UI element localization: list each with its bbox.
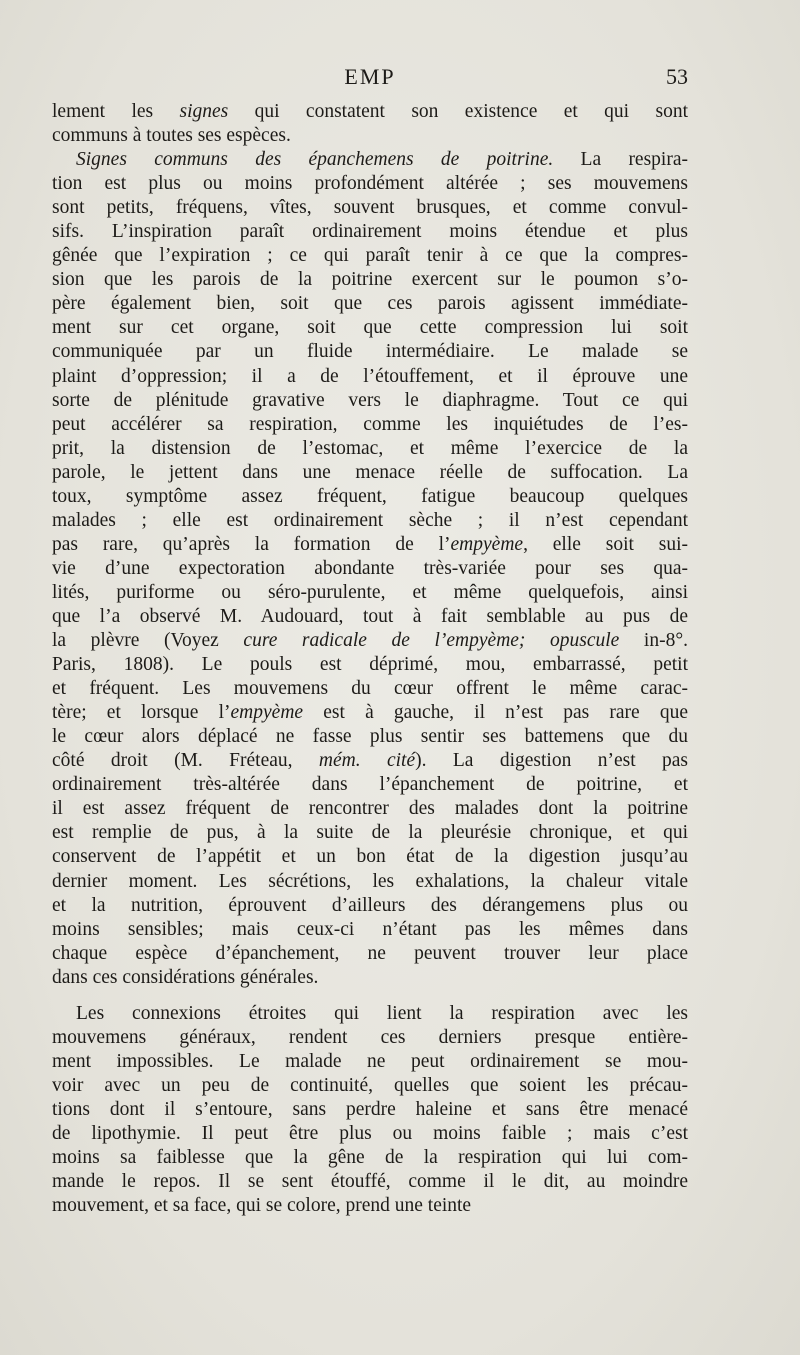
text-run: lités, puriforme ou séro-purulente, et même quelquefois, ainsi xyxy=(52,581,688,603)
text-run: qui constatent son existence et qui sont xyxy=(228,101,688,122)
text-run: plaint d’oppression; il a de l’étouffement, et il éprouve une xyxy=(52,365,688,387)
text-line xyxy=(52,1146,688,1170)
text-line xyxy=(52,773,688,797)
text-run: dans ces considérations générales. xyxy=(52,966,319,988)
text-run: vie d’une expectoration abondante très-variée pour ses qua- xyxy=(52,557,688,579)
italic-text: Signes communs des épanchemens de poitrine. xyxy=(76,149,554,171)
text-run: Paris, 1808). Le pouls est déprimé, mou, embarrassé, petit xyxy=(52,654,688,676)
text-run: tère; et lorsque l’ xyxy=(52,702,231,724)
text-line xyxy=(52,1026,688,1050)
text-line xyxy=(52,1194,688,1218)
text-line xyxy=(52,1098,688,1122)
page-header xyxy=(52,64,688,94)
text-line xyxy=(52,677,688,701)
text-run: conservent de l’appétit et un bon état de la digestion jusqu’au xyxy=(52,846,688,868)
text-line xyxy=(52,845,688,869)
text-line xyxy=(52,220,688,244)
italic-text: empyème xyxy=(450,533,524,555)
italic-text: signes xyxy=(179,101,229,122)
text-run: ment sur cet organe, soit que cette compression lui soit xyxy=(52,317,688,339)
text-line xyxy=(52,124,688,148)
text-run: et la nutrition, éprouvent d’ailleurs des dérangemens plus ou xyxy=(52,894,688,916)
text-line xyxy=(52,1050,688,1074)
text-run: La respira- xyxy=(553,149,688,171)
text-line xyxy=(52,413,688,437)
text-line xyxy=(52,461,688,485)
text-line xyxy=(52,389,688,413)
text-run: le cœur alors déplacé ne fasse plus sentir ses battemens que du xyxy=(52,726,688,748)
text-run: il est assez fréquent de rencontrer des malades dont la poitrine xyxy=(52,798,688,820)
text-line xyxy=(52,581,688,605)
text-run: ordinairement très-altérée dans l’épanchement de poitrine, et xyxy=(52,774,688,796)
text-run: est remplie de pus, à la suite de la pleurésie chronique, et qui xyxy=(52,822,688,844)
text-run: communs à toutes ses espèces. xyxy=(52,125,291,147)
body-text xyxy=(52,100,688,1218)
text-run: mouvement, et sa face, qui se colore, prend une teinte xyxy=(52,1195,472,1217)
text-line xyxy=(52,365,688,389)
text-run: ment impossibles. Le malade ne peut ordinairement se mou- xyxy=(52,1050,688,1072)
text-run: moins sensibles; mais ceux-ci n’étant pas les mêmes dans xyxy=(52,918,688,940)
text-run: in-8°. xyxy=(619,630,688,652)
text-run: que l’a observé M. Audouard, tout à fait semblable au pus de xyxy=(52,605,688,627)
text-run: pas rare, qu’après la formation de l’ xyxy=(52,533,451,555)
text-line xyxy=(52,172,688,196)
text-line xyxy=(52,629,688,653)
text-line xyxy=(52,966,688,990)
italic-text: empyème xyxy=(230,702,304,724)
text-run: mande le repos. Il se sent étouffé, comme il le dit, au moindre xyxy=(52,1171,688,1193)
text-run: parole, le jettent dans une menace réelle de suffocation. La xyxy=(52,461,688,483)
text-run: dernier moment. Les sécrétions, les exhalations, la chaleur vitale xyxy=(52,870,688,892)
text-run: tion est plus ou moins profondément altérée ; ses mouvemens xyxy=(52,173,688,195)
text-line xyxy=(52,653,688,677)
text-run: malades ; elle est ordinairement sèche ; il n’est cependant xyxy=(52,509,688,531)
text-run: est à gauche, il n’est pas rare que xyxy=(303,702,689,724)
text-line xyxy=(52,821,688,845)
text-line xyxy=(52,340,688,364)
paragraph-gap xyxy=(52,990,688,1002)
paragraph xyxy=(52,1002,688,1218)
text-run: moins sa faiblesse que la gêne de la respiration qui lui com- xyxy=(52,1147,688,1169)
text-run: père également bien, soit que ces parois agissent immédiate- xyxy=(52,293,688,315)
text-run: la plèvre (Voyez xyxy=(52,630,244,652)
page-number: 53 xyxy=(666,64,688,89)
text-line xyxy=(52,316,688,340)
text-line xyxy=(52,292,688,316)
text-line xyxy=(52,725,688,749)
text-run: peut accélérer sa respiration, comme les inquiétudes de l’es- xyxy=(52,413,688,435)
paragraph xyxy=(52,148,688,990)
text-run: prit, la distension de l’estomac, et même l’exercice de la xyxy=(52,437,688,459)
text-line xyxy=(52,1002,688,1026)
text-line xyxy=(52,148,688,172)
text-line xyxy=(52,797,688,821)
italic-text: cure radicale de l’empyème; opuscule xyxy=(243,630,620,652)
text-run: communiquée par un fluide intermédiaire. Le malade se xyxy=(52,341,688,363)
text-run: sorte de plénitude gravative vers le diaphragme. Tout ce qui xyxy=(52,389,688,411)
text-line xyxy=(52,244,688,268)
text-line xyxy=(52,533,688,557)
text-line xyxy=(52,100,688,124)
italic-text: mém. cité xyxy=(318,750,416,772)
text-run: gênée que l’expiration ; ce qui paraît tenir à ce que la compres- xyxy=(52,245,688,267)
text-line xyxy=(52,1074,688,1098)
text-run: côté droit (M. Fréteau, xyxy=(52,750,319,772)
text-run: de lipothymie. Il peut être plus ou moins faible ; mais c’est xyxy=(52,1122,688,1144)
text-line xyxy=(52,268,688,292)
text-run: , elle soit sui- xyxy=(523,533,688,555)
text-line xyxy=(52,1122,688,1146)
text-run: sont petits, fréquens, vîtes, souvent brusques, et comme convul- xyxy=(52,197,688,219)
text-line xyxy=(52,1170,688,1194)
text-line xyxy=(52,437,688,461)
text-run: toux, symptôme assez fréquent, fatigue beaucoup quelques xyxy=(52,485,688,507)
text-line xyxy=(52,605,688,629)
text-line xyxy=(52,870,688,894)
text-run: mouvemens généraux, rendent ces derniers presque entière- xyxy=(52,1026,688,1048)
text-line xyxy=(52,557,688,581)
text-line xyxy=(52,196,688,220)
text-line xyxy=(52,749,688,773)
text-line xyxy=(52,918,688,942)
text-run: voir avec un peu de continuité, quelles que soient les précau- xyxy=(52,1074,688,1096)
text-run: ). La digestion n’est pas xyxy=(415,750,688,772)
text-run: lement les xyxy=(52,101,180,122)
text-line xyxy=(52,942,688,966)
text-run: tions dont il s’entoure, sans perdre haleine et sans être menacé xyxy=(52,1098,688,1120)
text-run: sifs. L’inspiration paraît ordinairement moins étendue et plus xyxy=(52,221,688,243)
text-run: et fréquent. Les mouvemens du cœur offrent le même carac- xyxy=(52,678,688,700)
text-run: sion que les parois de la poitrine exercent sur le poumon s’o- xyxy=(52,269,688,291)
text-line xyxy=(52,485,688,509)
text-line xyxy=(52,509,688,533)
paragraph xyxy=(52,100,688,148)
text-run: chaque espèce d’épanchement, ne peuvent trouver leur place xyxy=(52,942,688,964)
text-line xyxy=(52,701,688,725)
text-run: Les connexions étroites qui lient la respiration avec les xyxy=(76,1002,688,1024)
text-line xyxy=(52,894,688,918)
running-head: EMP xyxy=(344,64,396,89)
